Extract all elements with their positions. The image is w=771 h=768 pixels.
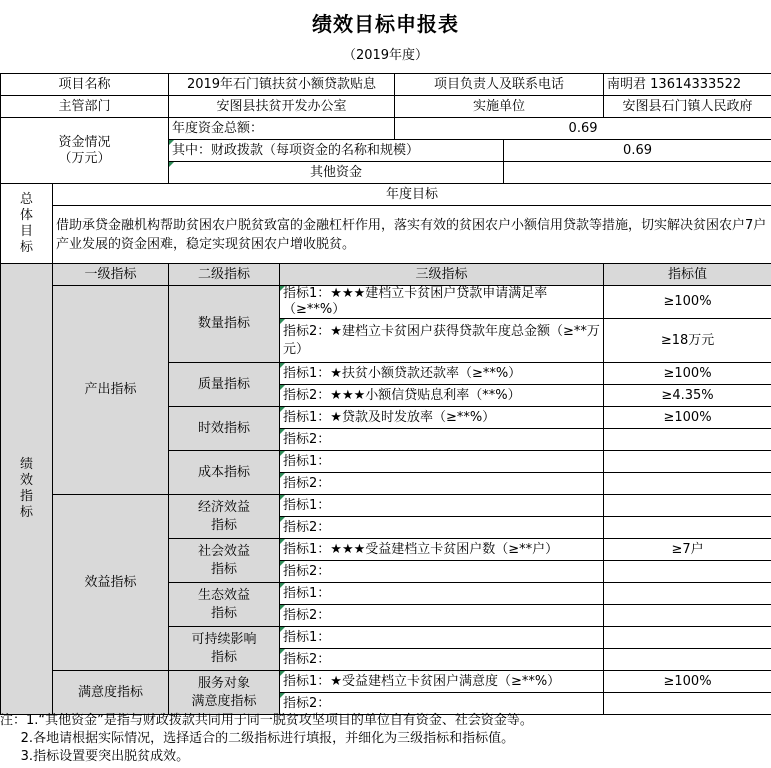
social-item-2: 指标2：: [280, 561, 604, 583]
dept-value: 安图县扶贫开发办公室: [169, 96, 395, 118]
service-value-1: ≥100%: [604, 671, 771, 693]
timeliness-value-1: ≥100%: [604, 407, 771, 429]
economic-value-2: [604, 517, 771, 539]
sustainable-item-2: 指标2：: [280, 649, 604, 671]
fund-label: 资金情况 （万元）: [1, 118, 169, 184]
cost-value-2: [604, 473, 771, 495]
service-item-1: 指标1：★受益建档立卡贫困户满意度（≥**%）: [280, 671, 604, 693]
notes: [0, 712, 771, 766]
sustainable-indicator: 可持续影响 指标: [169, 627, 280, 671]
social-value-1: ≥7户: [604, 539, 771, 561]
quality-item-2: 指标2：★★★小额信贷贴息利率（**%）: [280, 385, 604, 407]
quality-item-1: 指标1：★扶贫小额贷款还款率（≥**%）: [280, 363, 604, 385]
leader-value: 南明君 13614333522: [604, 74, 771, 96]
timeliness-item-2: 指标2：: [280, 429, 604, 451]
note-3: 3.指标设置要突出脱贫成效。: [0, 749, 190, 764]
ecological-item-1: 指标1：: [280, 583, 604, 605]
annual-total-label: 年度资金总额：: [169, 118, 395, 140]
cost-value-1: [604, 451, 771, 473]
col-level3: 三级指标: [280, 264, 604, 286]
cost-item-2: 指标2：: [280, 473, 604, 495]
service-satisfaction-indicator: 服务对象 满意度指标: [169, 671, 280, 715]
note-2: 2.各地请根据实际情况，选择适合的二级指标进行填报，并细化为三级指标和指标值。: [0, 731, 515, 746]
ecological-value-1: [604, 583, 771, 605]
annual-total-value: 0.69: [395, 118, 771, 140]
sustainable-value-2: [604, 649, 771, 671]
ecological-item-2: 指标2：: [280, 605, 604, 627]
dept-label: 主管部门: [1, 96, 169, 118]
sustainable-value-1: [604, 627, 771, 649]
economic-value-1: [604, 495, 771, 517]
cost-indicator: 成本指标: [169, 451, 280, 495]
fiscal-label: 其中：财政拨款（每项资金的名称和规模）: [169, 140, 504, 162]
economic-item-1: 指标1：: [280, 495, 604, 517]
quantity-item-2: 指标2：★建档立卡贫困户获得贷款年度总金额（≥**万元）: [280, 319, 604, 363]
timeliness-value-2: [604, 429, 771, 451]
col-level1: 一级指标: [53, 264, 169, 286]
economic-indicator: 经济效益 指标: [169, 495, 280, 539]
timeliness-item-1: 指标1：★贷款及时发放率（≥**%）: [280, 407, 604, 429]
quantity-item-1: 指标1：★★★建档立卡贫困户贷款申请满足率（≥**%）: [280, 286, 604, 319]
impl-value: 安图县石门镇人民政府: [604, 96, 771, 118]
social-indicator: 社会效益 指标: [169, 539, 280, 583]
ecological-value-2: [604, 605, 771, 627]
quantity-value-2: ≥18万元: [604, 319, 771, 363]
other-label: 其他资金: [169, 162, 504, 184]
timeliness-indicator: 时效指标: [169, 407, 280, 451]
quantity-indicator: 数量指标: [169, 286, 280, 363]
other-value: [504, 162, 771, 184]
form-title: 绩效目标申报表: [312, 12, 459, 36]
project-name-label: 项目名称: [1, 74, 169, 96]
ecological-indicator: 生态效益 指标: [169, 583, 280, 627]
cost-item-1: 指标1：: [280, 451, 604, 473]
service-item-2: 指标2：: [280, 693, 604, 715]
col-level2: 二级指标: [169, 264, 280, 286]
sustainable-item-1: 指标1：: [280, 627, 604, 649]
declaration-table: [0, 73, 771, 715]
quality-value-1: ≥100%: [604, 363, 771, 385]
benefit-indicator: 效益指标: [53, 495, 169, 671]
goal-header: 年度目标: [53, 184, 771, 206]
goal-text: 借助承贷金融机构帮助贫困农户脱贫致富的金融杠杆作用，落实有效的贫困农户小额信用贷款等措施，切实解决贫困农户7户产业发展的资金困难，稳定实现贫困农户增收脱贫。: [53, 206, 771, 264]
social-item-1: 指标1：★★★受益建档立卡贫困户数（≥**户）: [280, 539, 604, 561]
impl-label: 实施单位: [395, 96, 604, 118]
satisfaction-indicator: 满意度指标: [53, 671, 169, 715]
quality-value-2: ≥4.35%: [604, 385, 771, 407]
quality-indicator: 质量指标: [169, 363, 280, 407]
note-1: 注：1.“其他资金”是指与财政拨款共同用于同一脱贫攻坚项目的单位自有资金、社会资金等。: [0, 713, 533, 728]
quantity-value-1: ≥100%: [604, 286, 771, 319]
social-value-2: [604, 561, 771, 583]
leader-label: 项目负责人及联系电话: [395, 74, 604, 96]
form-year: （2019年度）: [342, 48, 429, 63]
indicator-side-label: 绩 效 指 标: [1, 264, 53, 715]
fiscal-value: 0.69: [504, 140, 771, 162]
output-indicator: 产出指标: [53, 286, 169, 495]
economic-item-2: 指标2：: [280, 517, 604, 539]
goal-side-label: 总 体 目 标: [1, 184, 53, 264]
col-value: 指标值: [604, 264, 771, 286]
project-name-value: 2019年石门镇扶贫小额贷款贴息: [169, 74, 395, 96]
